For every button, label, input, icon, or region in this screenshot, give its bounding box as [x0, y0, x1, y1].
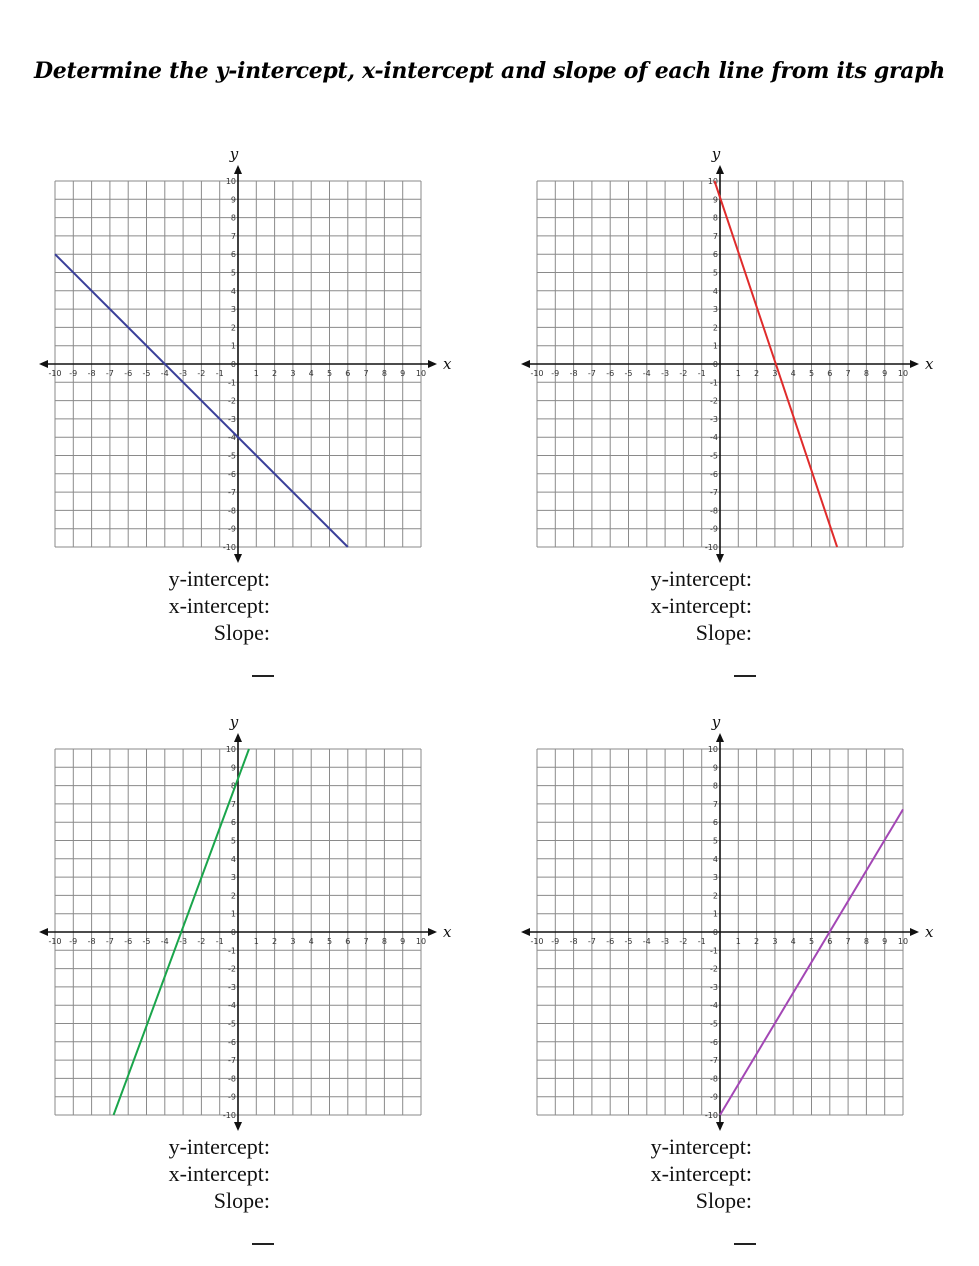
x-tick-label: -10 [530, 937, 544, 946]
x-tick-label: 6 [345, 937, 351, 946]
x-tick-label: -2 [197, 369, 206, 378]
x-tick-label: 6 [827, 937, 833, 946]
x-tick-label: -5 [142, 937, 151, 946]
y-tick-label: -1 [228, 946, 236, 956]
y-axis-arrow-up [716, 733, 724, 742]
y-tick-label: 3 [712, 305, 718, 315]
x-tick-label: -9 [69, 937, 78, 946]
x-tick-label: 9 [882, 937, 888, 946]
x-tick-label: 6 [827, 369, 833, 378]
y-tick-label: -10 [222, 1111, 236, 1120]
y-tick-label: 9 [230, 763, 236, 773]
x-tick-label: -8 [87, 937, 96, 946]
x-tick-label: 10 [415, 369, 427, 378]
x-tick-label: 2 [272, 369, 278, 378]
y-tick-label: -7 [710, 1056, 718, 1066]
x-tick-label: 8 [381, 369, 387, 378]
slope-label: Slope: [213, 1188, 270, 1213]
y-tick-label: -2 [228, 964, 236, 974]
x-tick-label: -3 [179, 369, 188, 378]
y-tick-label: 7 [230, 799, 236, 809]
y-tick-label: 5 [230, 268, 236, 278]
x-tick-label: -1 [215, 369, 224, 378]
x-tick-label: 1 [735, 937, 741, 946]
x-tick-label: 7 [363, 937, 369, 946]
y-tick-label: 2 [230, 891, 236, 901]
x-tick-label: 4 [308, 937, 314, 946]
x-tick-label: 7 [845, 937, 851, 946]
x-intercept-label: x-intercept: [168, 1161, 270, 1186]
answer-blank-line [252, 675, 274, 677]
y-tick-label: 8 [712, 781, 718, 791]
answer-blank-line [252, 1243, 274, 1245]
x-tick-label: 3 [290, 937, 296, 946]
x-tick-label: 5 [326, 369, 333, 378]
x-tick-label: 1 [253, 937, 259, 946]
y-tick-label: -3 [228, 982, 236, 992]
y-axis-label: y [229, 145, 239, 163]
y-axis-arrow-up [716, 165, 724, 174]
y-tick-label: -6 [228, 1037, 236, 1047]
y-intercept-label: y-intercept: [650, 566, 752, 591]
x-tick-label: 9 [882, 369, 888, 378]
x-tick-label: -2 [197, 937, 206, 946]
x-tick-label: 5 [326, 937, 333, 946]
y-tick-label: -9 [228, 524, 236, 534]
x-tick-label: -6 [606, 937, 615, 946]
x-tick-label: -8 [569, 369, 578, 378]
y-axis-arrow-down [716, 554, 724, 563]
y-tick-label: 10 [707, 177, 718, 186]
x-tick-label: -7 [105, 369, 114, 378]
y-tick-label: -7 [228, 1056, 236, 1066]
x-tick-label: 10 [897, 369, 909, 378]
x-axis-arrow-right [428, 360, 437, 368]
graph-panel-3 [30, 703, 470, 1263]
y-tick-label: -2 [710, 964, 718, 974]
y-tick-label: 2 [230, 323, 236, 333]
y-tick-label: 6 [230, 250, 236, 260]
y-tick-label: -5 [710, 451, 718, 461]
answer-labels [552, 1133, 752, 1214]
y-tick-label: -3 [710, 982, 718, 992]
y-tick-label: 5 [712, 268, 718, 278]
x-tick-label: 1 [735, 369, 741, 378]
y-tick-label: 7 [712, 231, 718, 241]
y-axis-arrow-up [234, 733, 242, 742]
x-axis-arrow-right [910, 928, 919, 936]
x-intercept-label: x-intercept: [650, 593, 752, 618]
y-tick-label: 0 [230, 928, 236, 937]
y-axis-label: y [229, 713, 239, 731]
y-intercept-label: y-intercept: [650, 1134, 752, 1159]
y-tick-label: 4 [712, 854, 718, 864]
y-intercept-label: y-intercept: [168, 1134, 270, 1159]
y-tick-label: 3 [230, 305, 236, 315]
y-tick-label: -5 [228, 451, 236, 461]
y-tick-label: -6 [710, 469, 718, 479]
y-tick-label: 9 [230, 195, 236, 205]
x-tick-label: -7 [105, 937, 114, 946]
y-tick-label: 10 [225, 745, 236, 754]
y-tick-label: -6 [228, 469, 236, 479]
x-tick-label: 4 [790, 369, 796, 378]
x-tick-label: -5 [142, 369, 151, 378]
x-tick-label: -9 [69, 369, 78, 378]
y-tick-label: 6 [230, 818, 236, 828]
y-tick-label: -8 [710, 1074, 718, 1084]
y-tick-label: -3 [710, 414, 718, 424]
y-tick-label: 4 [230, 854, 236, 864]
coordinate-graph [30, 703, 470, 1133]
x-axis-label: x [443, 923, 452, 941]
x-tick-label: 8 [863, 369, 869, 378]
y-tick-label: -4 [710, 433, 718, 443]
y-tick-label: -9 [228, 1092, 236, 1102]
x-axis-arrow-left [39, 360, 48, 368]
slope-label: Slope: [695, 1188, 752, 1213]
y-tick-label: -10 [222, 543, 236, 552]
x-tick-label: -10 [530, 369, 544, 378]
y-tick-label: -2 [228, 396, 236, 406]
y-tick-label: -5 [228, 1019, 236, 1029]
x-tick-label: -3 [661, 937, 670, 946]
y-tick-label: 6 [712, 250, 718, 260]
slope-label: Slope: [213, 620, 270, 645]
y-tick-label: 1 [230, 341, 236, 351]
y-tick-label: 3 [230, 873, 236, 883]
y-axis-arrow-down [234, 1122, 242, 1131]
y-tick-label: -5 [710, 1019, 718, 1029]
x-tick-label: -1 [697, 937, 706, 946]
y-tick-label: -10 [704, 1111, 718, 1120]
x-tick-label: -6 [124, 369, 133, 378]
y-tick-label: -1 [710, 378, 718, 388]
x-tick-label: 5 [808, 369, 815, 378]
y-tick-label: 3 [712, 873, 718, 883]
x-tick-label: 9 [400, 937, 406, 946]
x-tick-label: -5 [624, 937, 633, 946]
y-tick-label: 9 [712, 195, 718, 205]
x-tick-label: -4 [160, 369, 169, 378]
x-tick-label: 8 [863, 937, 869, 946]
x-intercept-label: x-intercept: [650, 1161, 752, 1186]
x-axis-arrow-left [521, 928, 530, 936]
x-axis-arrow-left [39, 928, 48, 936]
y-tick-label: 0 [712, 360, 718, 369]
y-tick-label: 9 [712, 763, 718, 773]
answer-labels [70, 565, 270, 646]
graph-panel-4 [512, 703, 952, 1263]
y-axis-arrow-down [234, 554, 242, 563]
y-tick-label: -8 [710, 506, 718, 516]
y-tick-label: -3 [228, 414, 236, 424]
x-tick-label: 7 [363, 369, 369, 378]
x-tick-label: -6 [606, 369, 615, 378]
x-tick-label: 10 [897, 937, 909, 946]
y-tick-label: -10 [704, 543, 718, 552]
y-tick-label: 8 [712, 213, 718, 223]
x-tick-label: -3 [661, 369, 670, 378]
coordinate-graph [512, 703, 952, 1133]
y-tick-label: -9 [710, 524, 718, 534]
y-tick-label: -4 [710, 1001, 718, 1011]
x-tick-label: 8 [381, 937, 387, 946]
x-tick-label: 2 [754, 937, 760, 946]
x-axis-arrow-left [521, 360, 530, 368]
y-tick-label: 6 [712, 818, 718, 828]
x-axis-arrow-right [910, 360, 919, 368]
y-tick-label: 5 [712, 836, 718, 846]
x-tick-label: -7 [587, 369, 596, 378]
x-tick-label: 1 [253, 369, 259, 378]
y-tick-label: 5 [230, 836, 236, 846]
y-axis-arrow-up [234, 165, 242, 174]
x-tick-label: 3 [290, 369, 296, 378]
y-tick-label: 2 [712, 323, 718, 333]
y-tick-label: -2 [710, 396, 718, 406]
y-tick-label: -7 [710, 488, 718, 498]
x-tick-label: -8 [87, 369, 96, 378]
answer-labels [552, 565, 752, 646]
x-tick-label: -3 [179, 937, 188, 946]
x-tick-label: -9 [551, 369, 560, 378]
x-tick-label: 2 [754, 369, 760, 378]
y-tick-label: 0 [230, 360, 236, 369]
y-tick-label: 8 [230, 781, 236, 791]
x-tick-label: -10 [48, 937, 62, 946]
coordinate-graph [512, 135, 952, 565]
y-tick-label: 10 [707, 745, 718, 754]
y-tick-label: 8 [230, 213, 236, 223]
y-tick-label: -6 [710, 1037, 718, 1047]
x-tick-label: 2 [272, 937, 278, 946]
y-axis-arrow-down [716, 1122, 724, 1131]
y-intercept-label: y-intercept: [168, 566, 270, 591]
x-tick-label: -6 [124, 937, 133, 946]
y-tick-label: -1 [228, 378, 236, 388]
x-tick-label: -2 [679, 369, 688, 378]
x-intercept-label: x-intercept: [168, 593, 270, 618]
x-tick-label: 4 [790, 937, 796, 946]
x-tick-label: -7 [587, 937, 596, 946]
x-tick-label: 7 [845, 369, 851, 378]
answer-blank-line [734, 675, 756, 677]
x-tick-label: -9 [551, 937, 560, 946]
x-tick-label: -4 [642, 937, 651, 946]
x-tick-label: -4 [642, 369, 651, 378]
graph-panel-2 [512, 135, 952, 695]
y-tick-label: -4 [228, 1001, 236, 1011]
y-tick-label: -4 [228, 433, 236, 443]
x-tick-label: -5 [624, 369, 633, 378]
x-axis-label: x [925, 923, 934, 941]
y-axis-label: y [711, 145, 721, 163]
y-axis-label: y [711, 713, 721, 731]
x-tick-label: 6 [345, 369, 351, 378]
y-tick-label: 4 [712, 286, 718, 296]
y-tick-label: -8 [228, 1074, 236, 1084]
x-tick-label: -4 [160, 937, 169, 946]
y-tick-label: 7 [230, 231, 236, 241]
y-tick-label: 1 [712, 341, 718, 351]
graph-panel-1 [30, 135, 470, 695]
coordinate-graph [30, 135, 470, 565]
x-axis-label: x [925, 355, 934, 373]
x-tick-label: -1 [697, 369, 706, 378]
y-tick-label: 2 [712, 891, 718, 901]
page-title: Determine the y-intercept, x-intercept and slope of each line from its graph [33, 58, 945, 84]
slope-label: Slope: [695, 620, 752, 645]
x-tick-label: 3 [772, 937, 778, 946]
x-tick-label: -2 [679, 937, 688, 946]
y-tick-label: 4 [230, 286, 236, 296]
y-tick-label: -7 [228, 488, 236, 498]
x-tick-label: -10 [48, 369, 62, 378]
y-tick-label: -1 [710, 946, 718, 956]
x-tick-label: 4 [308, 369, 314, 378]
x-tick-label: 9 [400, 369, 406, 378]
y-tick-label: 1 [230, 909, 236, 919]
y-tick-label: 1 [712, 909, 718, 919]
x-axis-arrow-right [428, 928, 437, 936]
y-tick-label: -8 [228, 506, 236, 516]
y-tick-label: 0 [712, 928, 718, 937]
x-tick-label: -8 [569, 937, 578, 946]
y-tick-label: 7 [712, 799, 718, 809]
x-tick-label: -1 [215, 937, 224, 946]
x-tick-label: 10 [415, 937, 427, 946]
x-axis-label: x [443, 355, 452, 373]
x-tick-label: 5 [808, 937, 815, 946]
y-tick-label: 10 [225, 177, 236, 186]
y-tick-label: -9 [710, 1092, 718, 1102]
answer-blank-line [734, 1243, 756, 1245]
x-tick-label: 3 [772, 369, 778, 378]
answer-labels [70, 1133, 270, 1214]
